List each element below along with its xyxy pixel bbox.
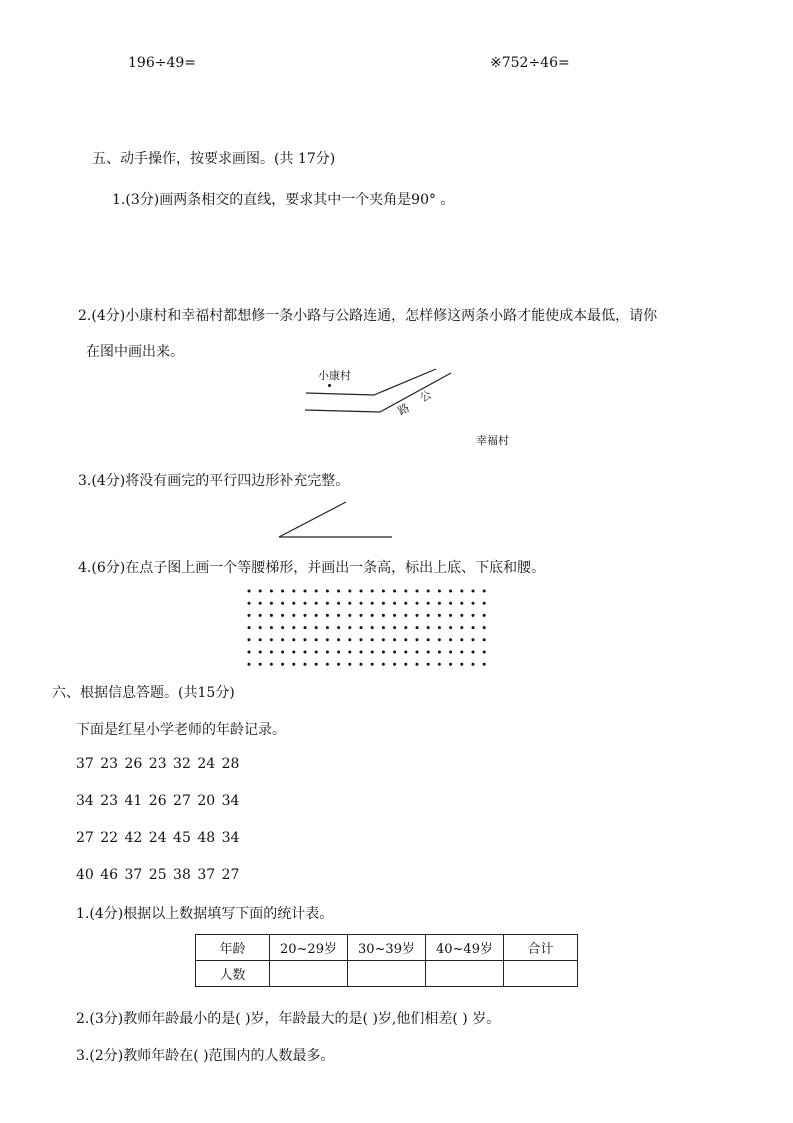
grid-dot[interactable]	[292, 602, 295, 605]
village-xingfu-label: 幸福村	[476, 434, 509, 447]
grid-dot[interactable]	[337, 663, 340, 666]
grid-dot[interactable]	[337, 614, 340, 617]
grid-dot[interactable]	[382, 626, 385, 629]
road-char-gong: 公	[417, 388, 434, 405]
grid-dot[interactable]	[393, 638, 396, 641]
grid-dot[interactable]	[393, 626, 396, 629]
table-header-age: 年龄	[196, 935, 270, 961]
grid-dot[interactable]	[460, 614, 463, 617]
grid-dot[interactable]	[416, 663, 419, 666]
grid-dot[interactable]	[460, 638, 463, 641]
grid-dot[interactable]	[472, 638, 475, 641]
grid-dot[interactable]	[460, 602, 463, 605]
grid-dot[interactable]	[393, 602, 396, 605]
grid-dot[interactable]	[248, 663, 251, 666]
grid-dot[interactable]	[449, 626, 452, 629]
grid-dot[interactable]	[281, 602, 284, 605]
grid-dot[interactable]	[404, 590, 407, 593]
grid-dot[interactable]	[348, 602, 351, 605]
grid-dot[interactable]	[326, 638, 329, 641]
grid-dot[interactable]	[337, 590, 340, 593]
grid-dot[interactable]	[371, 638, 374, 641]
grid-dot[interactable]	[416, 626, 419, 629]
grid-dot[interactable]	[259, 626, 262, 629]
grid-dot[interactable]	[337, 626, 340, 629]
grid-dot[interactable]	[449, 614, 452, 617]
grid-dot[interactable]	[427, 614, 430, 617]
table-cell-30-39[interactable]	[348, 961, 426, 987]
grid-dot[interactable]	[483, 626, 486, 629]
grid-dot[interactable]	[304, 651, 307, 654]
grid-dot[interactable]	[460, 651, 463, 654]
age-data-row-1: 37 23 26 23 32 24 28	[76, 756, 240, 772]
table-header-row	[196, 935, 578, 961]
grid-dot[interactable]	[449, 663, 452, 666]
grid-dot[interactable]	[259, 638, 262, 641]
grid-dot[interactable]	[393, 590, 396, 593]
grid-dot[interactable]	[304, 663, 307, 666]
grid-dot[interactable]	[416, 638, 419, 641]
grid-dot[interactable]	[304, 602, 307, 605]
grid-dot[interactable]	[348, 651, 351, 654]
grid-dot[interactable]	[438, 590, 441, 593]
grid-dot[interactable]	[371, 663, 374, 666]
grid-dot[interactable]	[360, 663, 363, 666]
grid-dot[interactable]	[292, 614, 295, 617]
grid-dot[interactable]	[371, 626, 374, 629]
grid-dot[interactable]	[416, 590, 419, 593]
grid-dot[interactable]	[337, 602, 340, 605]
grid-dot[interactable]	[292, 651, 295, 654]
grid-dot[interactable]	[483, 590, 486, 593]
grid-dot[interactable]	[281, 663, 284, 666]
grid-dot[interactable]	[483, 638, 486, 641]
section5-question-3: 3.(4分)将没有画完的平行四边形补充完整。	[78, 473, 350, 489]
table-cell-20-29[interactable]	[270, 961, 348, 987]
grid-dot[interactable]	[315, 626, 318, 629]
section6-question-2: 2.(3分)教师年龄最小的是( )岁，年龄最大的是( )岁,他们相差( ) 岁。	[76, 1011, 501, 1027]
grid-dot[interactable]	[404, 614, 407, 617]
grid-dot[interactable]	[438, 638, 441, 641]
grid-dot[interactable]	[315, 602, 318, 605]
grid-dot[interactable]	[270, 663, 273, 666]
grid-dot[interactable]	[427, 602, 430, 605]
grid-dot[interactable]	[460, 626, 463, 629]
grid-dot[interactable]	[427, 626, 430, 629]
grid-dot[interactable]	[326, 614, 329, 617]
grid-dot[interactable]	[337, 638, 340, 641]
grid-dot[interactable]	[270, 590, 273, 593]
grid-dot[interactable]	[348, 590, 351, 593]
grid-dot[interactable]	[348, 663, 351, 666]
table-header-40-49: 40~49岁	[426, 935, 504, 961]
grid-dot[interactable]	[360, 602, 363, 605]
grid-dot[interactable]	[483, 663, 486, 666]
grid-dot[interactable]	[416, 614, 419, 617]
grid-dot[interactable]	[472, 651, 475, 654]
grid-dot[interactable]	[382, 614, 385, 617]
grid-dot[interactable]	[460, 590, 463, 593]
grid-dot[interactable]	[270, 626, 273, 629]
grid-dot[interactable]	[360, 614, 363, 617]
grid-dot[interactable]	[472, 663, 475, 666]
grid-dot[interactable]	[304, 626, 307, 629]
grid-dot[interactable]	[404, 626, 407, 629]
grid-dot[interactable]	[326, 663, 329, 666]
grid-dot[interactable]	[438, 602, 441, 605]
table-cell-total[interactable]	[504, 961, 578, 987]
grid-dot[interactable]	[371, 602, 374, 605]
grid-dot[interactable]	[292, 638, 295, 641]
grid-dot[interactable]	[427, 638, 430, 641]
section5-title: 五、动手操作，按要求画图。(共 17分)	[92, 151, 336, 167]
grid-dot[interactable]	[483, 614, 486, 617]
grid-dot[interactable]	[315, 663, 318, 666]
grid-dot[interactable]	[315, 614, 318, 617]
grid-dot[interactable]	[315, 638, 318, 641]
section6-question-1: 1.(4分)根据以上数据填写下面的统计表。	[76, 906, 334, 922]
village-xiaokang-label: 小康村	[318, 369, 351, 382]
grid-dot[interactable]	[326, 651, 329, 654]
grid-dot[interactable]	[404, 651, 407, 654]
grid-dot[interactable]	[248, 602, 251, 605]
section6-question-3: 3.(2分)教师年龄在( )范围内的人数最多。	[76, 1048, 335, 1064]
grid-dot[interactable]	[460, 663, 463, 666]
grid-dot[interactable]	[371, 651, 374, 654]
calc-problem-left: 196÷49=	[128, 55, 196, 71]
age-data-row-2: 34 23 41 26 27 20 34	[76, 793, 240, 809]
grid-dot[interactable]	[281, 651, 284, 654]
grid-dot[interactable]	[248, 638, 251, 641]
table-count-row	[196, 961, 578, 987]
age-data-row-3: 27 22 42 24 45 48 34	[76, 830, 240, 846]
grid-dot[interactable]	[281, 626, 284, 629]
table-cell-40-49[interactable]	[426, 961, 504, 987]
section5-question-2-line1: 2.(4分)小康村和幸福村都想修一条小路与公路连通，怎样修这两条小路才能使成本最低，请你	[78, 308, 658, 324]
grid-dot[interactable]	[348, 614, 351, 617]
grid-dot[interactable]	[326, 602, 329, 605]
grid-dot[interactable]	[292, 590, 295, 593]
grid-dot[interactable]	[472, 614, 475, 617]
grid-dot[interactable]	[304, 638, 307, 641]
grid-dot[interactable]	[259, 663, 262, 666]
grid-dot[interactable]	[427, 590, 430, 593]
grid-dot[interactable]	[292, 663, 295, 666]
grid-dot[interactable]	[438, 614, 441, 617]
grid-dot[interactable]	[337, 651, 340, 654]
table-row-label-count: 人数	[196, 961, 270, 987]
section5-question-4: 4.(6分)在点子图上画一个等腰梯形，并画出一条高，标出上底、下底和腰。	[78, 560, 546, 576]
grid-dot[interactable]	[270, 614, 273, 617]
grid-dot[interactable]	[248, 590, 251, 593]
table-header-total: 合计	[504, 935, 578, 961]
grid-dot[interactable]	[248, 626, 251, 629]
grid-dot[interactable]	[427, 651, 430, 654]
section5-question-2-line2: 在图中画出来。	[86, 344, 184, 360]
grid-dot[interactable]	[393, 614, 396, 617]
grid-dot[interactable]	[404, 602, 407, 605]
grid-dot[interactable]	[382, 590, 385, 593]
grid-dot[interactable]	[259, 651, 262, 654]
grid-dot[interactable]	[348, 638, 351, 641]
grid-dot[interactable]	[315, 590, 318, 593]
grid-dot[interactable]	[259, 602, 262, 605]
grid-dot[interactable]	[472, 626, 475, 629]
road-char-lu: 路	[395, 401, 412, 418]
grid-dot[interactable]	[248, 614, 251, 617]
table-header-20-29: 20~29岁	[270, 935, 348, 961]
grid-dot[interactable]	[416, 651, 419, 654]
table-header-30-39: 30~39岁	[348, 935, 426, 961]
grid-dot[interactable]	[393, 651, 396, 654]
grid-dot[interactable]	[483, 602, 486, 605]
grid-dot[interactable]	[382, 651, 385, 654]
grid-dot[interactable]	[382, 638, 385, 641]
age-data-row-4: 40 46 37 25 38 37 27	[76, 867, 240, 883]
statistics-table	[195, 934, 578, 987]
grid-dot[interactable]	[259, 590, 262, 593]
section5-question-1: 1.(3分)画两条相交的直线，要求其中一个夹角是90° 。	[112, 192, 455, 208]
grid-dot[interactable]	[393, 663, 396, 666]
grid-dot[interactable]	[360, 651, 363, 654]
grid-dot[interactable]	[427, 663, 430, 666]
grid-dot[interactable]	[438, 651, 441, 654]
grid-dot[interactable]	[472, 602, 475, 605]
grid-dot[interactable]	[416, 602, 419, 605]
grid-dot[interactable]	[449, 651, 452, 654]
grid-dot[interactable]	[382, 663, 385, 666]
grid-dot[interactable]	[326, 626, 329, 629]
section6-title: 六、根据信息答题。(共15分)	[52, 685, 235, 701]
grid-dot[interactable]	[281, 590, 284, 593]
section6-intro: 下面是红星小学老师的年龄记录。	[76, 722, 286, 738]
calc-problem-right: ※752÷46=	[490, 55, 570, 71]
grid-dot[interactable]	[281, 638, 284, 641]
grid-dot[interactable]	[326, 590, 329, 593]
grid-dot[interactable]	[472, 590, 475, 593]
grid-dot[interactable]	[449, 602, 452, 605]
grid-dot[interactable]	[438, 663, 441, 666]
grid-dot[interactable]	[360, 590, 363, 593]
grid-dot[interactable]	[270, 638, 273, 641]
grid-dot[interactable]	[292, 626, 295, 629]
grid-dot[interactable]	[304, 614, 307, 617]
grid-dot[interactable]	[382, 602, 385, 605]
grid-dot[interactable]	[483, 651, 486, 654]
grid-dot[interactable]	[404, 663, 407, 666]
grid-dot[interactable]	[404, 638, 407, 641]
grid-dot[interactable]	[304, 590, 307, 593]
grid-dot[interactable]	[449, 590, 452, 593]
grid-dot[interactable]	[281, 614, 284, 617]
grid-dot[interactable]	[371, 614, 374, 617]
grid-dot[interactable]	[360, 638, 363, 641]
grid-dot[interactable]	[449, 638, 452, 641]
grid-dot[interactable]	[259, 614, 262, 617]
grid-dot[interactable]	[360, 626, 363, 629]
grid-dot[interactable]	[438, 626, 441, 629]
grid-dot[interactable]	[270, 651, 273, 654]
grid-dot[interactable]	[248, 651, 251, 654]
grid-dot[interactable]	[371, 590, 374, 593]
grid-dot[interactable]	[315, 651, 318, 654]
grid-dot[interactable]	[348, 626, 351, 629]
grid-dot[interactable]	[270, 602, 273, 605]
